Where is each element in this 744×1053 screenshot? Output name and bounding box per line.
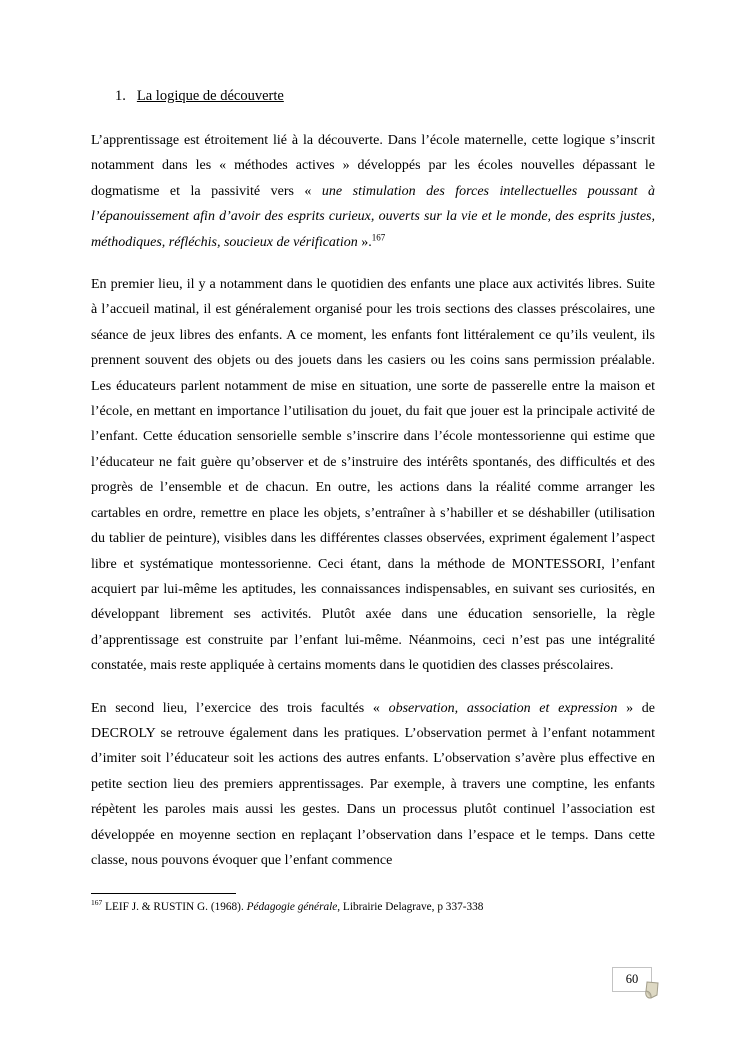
paragraph-premier-lieu: [91, 272, 655, 679]
footnote-area: [91, 893, 655, 915]
heading-title: La logique de découverte: [136, 88, 284, 104]
text-segment: L’apprentissage est étroitement lié à la découverte. Dans l’école maternelle, cette logique s’inscrit notamment dans les « méthodes actives » développés par les écoles nouvelles dépassant le dogmatisme et la passivité vers «: [91, 133, 655, 199]
paragraph-second-lieu: [91, 696, 655, 874]
footnote-separator-rule: [91, 893, 236, 894]
text-segment: ».: [357, 234, 372, 250]
footnote-number: 167: [91, 898, 103, 908]
page-curl-icon: [642, 980, 662, 1000]
text-segment: En premier lieu, il y a notamment dans le quotidien des enfants une place aux activités libres. Suite à l’accueil matinal, il est généralement organisé pour les trois sections des classes préscolaires, une séance de jeux libres des enfants. A ce moment, les enfants font littéralement ce qu’ils veulent, ils prennent souvent des objets ou des jouets dans les casiers ou les coins sans permission préalable. Les éducateurs parlent notamment de mise en situation, une sorte de passerelle entre la maison et l’école, en mettant en importance l’utilisation du jouet, du fait que jouer est la principale activité de l’enfant. Cette éducation sensorielle semble s’inscrire dans l’école montessorienne qui estime que l’éducateur ne fait guère qu’observer et de s’instruire des intérêts spontanés, des difficultés et des progrès de l’ensemble et de chacun. En outre, les actions dans la réalité comme arranger les cartables en ordre, remettre en place les objets, s’entraîner à s’habiller et se déshabiller (utilisation du tablier de peinture), visibles dans les différentes classes observées, expriment également l’aspect libre et systématique montessorienne. Ceci étant, dans la méthode de MONTESSORI, l’enfant acquiert par lui-même les aptitudes, les connaissances indispensables, en suivant ses curiosités, en développant librement ses activités. Plutôt axée dans une éducation sensorielle, la règle d’apprentissage est construite par l’enfant lui-même. Néanmoins, ceci n’est pas une intégralité constatée, mais reste appliquée à certains moments dans le quotidien des classes préscolaires.: [91, 277, 655, 674]
footnote-segment: , Librairie Delagrave, p 337-338: [337, 901, 484, 914]
heading-number: 1.: [115, 88, 126, 104]
page-number: 60: [625, 972, 639, 986]
footnote-text: [91, 900, 655, 915]
footnote-reference: 167: [371, 231, 386, 242]
quote-italic-segment: une stimulation des forces intellectuelles poussant à l’épanouissement afin d’avoir des esprits curieux, ouverts sur la vie et le monde, des esprits justes, méthodiques, réfléchis, soucieux de vérification: [91, 183, 655, 250]
page-content: [91, 86, 655, 915]
paragraph-intro: [91, 128, 655, 255]
footnote-segment: LEIF J. & RUSTIN G. (1968).: [102, 901, 247, 914]
text-segment: En second lieu, l’exercice des trois facultés «: [91, 700, 389, 716]
text-segment: » de DECROLY se retrouve également dans les pratiques. L’observation permet à l’enfant notamment d’imiter soit l’éducateur soit les actions des autres enfants. L’observation s’avère plus effective en petite section lieu des premiers apprentissages. Par exemple, à travers une comptine, les enfants répètent les paroles mais aussi les gestes. Dans un processus plutôt continuel l’association est développée en moyenne section en replaçant l’observation dans l’espace et le temps. Dans cette classe, nous pouvons évoquer que l’enfant commence: [91, 700, 655, 868]
footnote-title-italic: Pédagogie générale: [246, 901, 338, 914]
page-number-box: [612, 967, 652, 992]
quote-italic-segment: observation, association et expression: [388, 700, 618, 716]
section-heading: [115, 86, 655, 106]
